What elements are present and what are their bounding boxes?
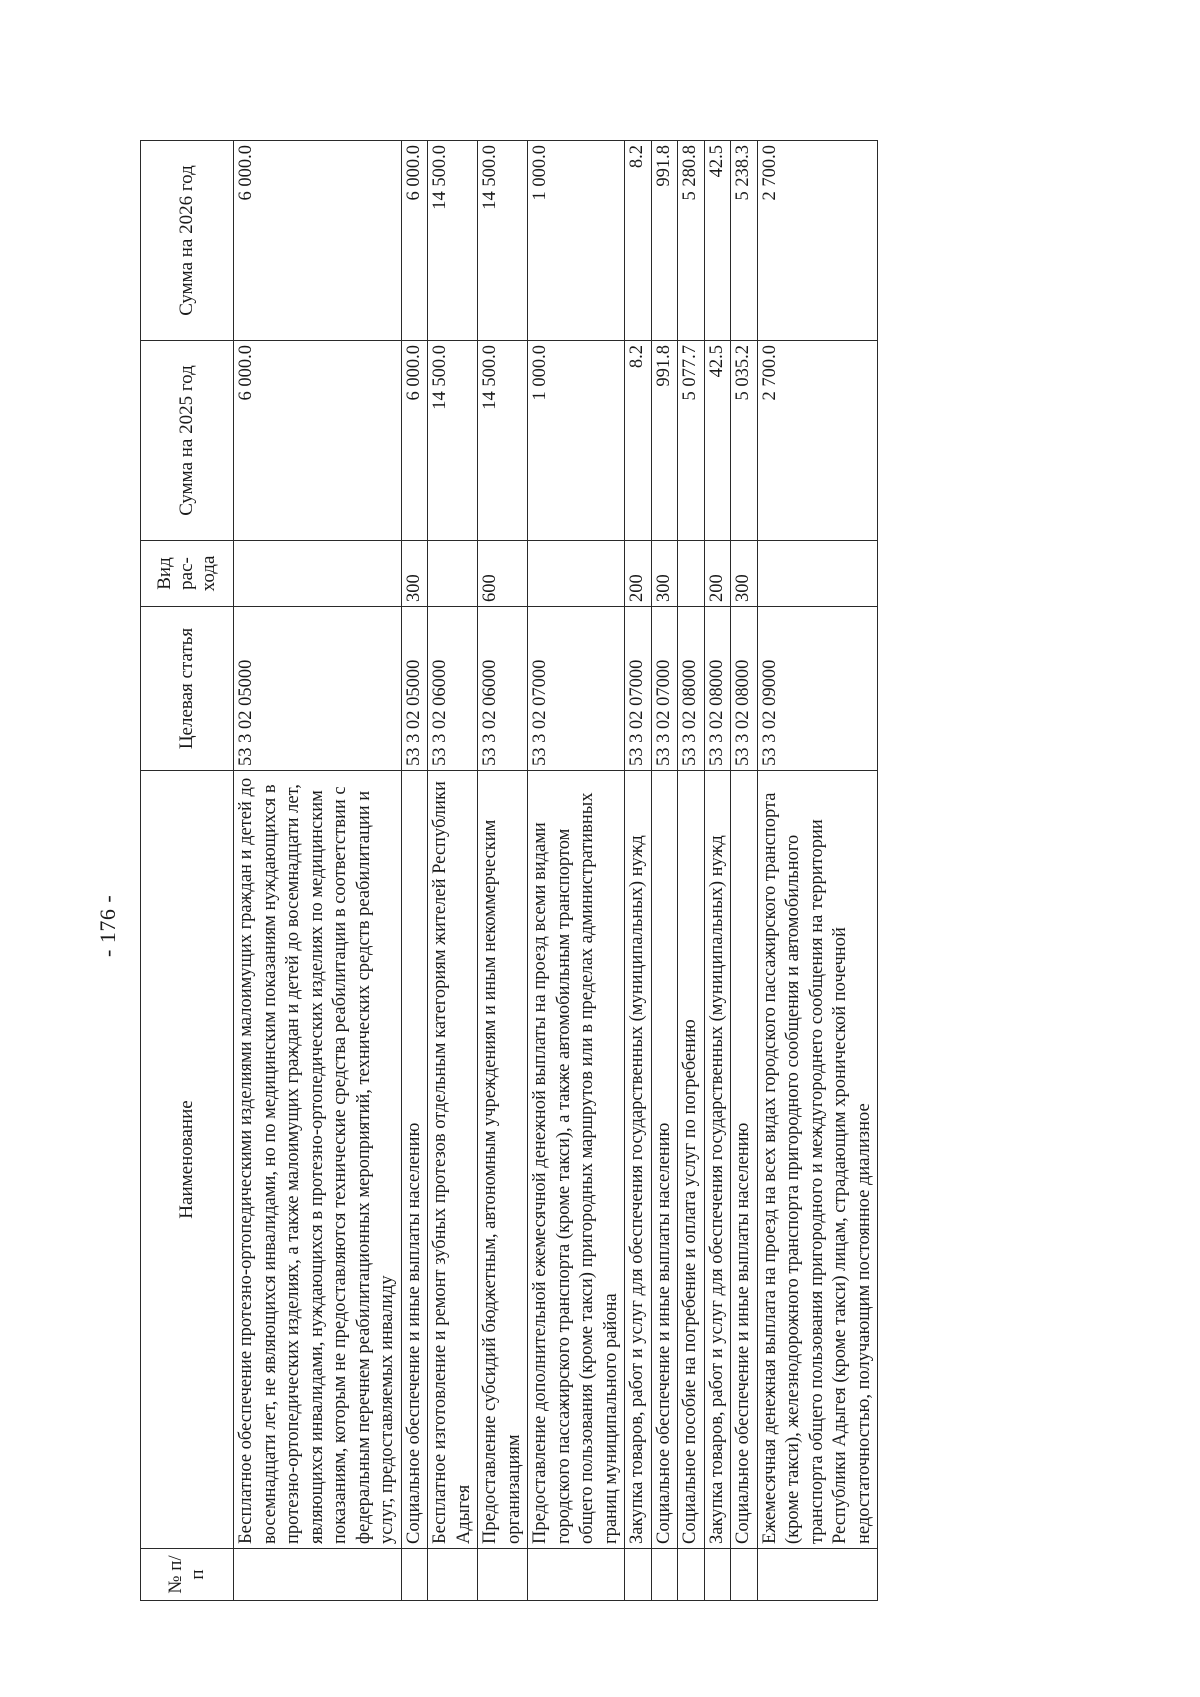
cell-sum-2026: 14 500.0 [428,141,478,341]
table-row [625,141,652,1601]
cell-code: 53 3 02 08000 [704,607,731,771]
cell-sum-2026: 8.2 [625,141,652,341]
cell-sum-2026: 6 000.0 [401,141,428,341]
cell-num [234,1549,402,1601]
cell-num [651,1549,678,1601]
cell-sum-2026: 14 500.0 [478,141,528,341]
cell-sum-2026: 6 000.0 [234,141,402,341]
cell-sum-2025: 5 077.7 [678,341,705,541]
budget-table [140,140,878,1601]
cell-name: Социальное пособие на погребение и оплата услуг по погребению [678,771,705,1549]
cell-code: 53 3 02 07000 [528,607,625,771]
cell-name: Закупка товаров, работ и услуг для обеспечения государственных (муниципальных) нужд [704,771,731,1549]
cell-sum-2025: 991.8 [651,341,678,541]
page-number: - 176 - [95,894,120,957]
cell-name: Бесплатное обеспечение протезно-ортопедическими изделиями малоимущих граждан и детей до восемнадцати лет, не являющихся инвалидами, но по медицинским показаниям нуждающихся в протезно-ортопедических изделиях, а также малоимущих граждан и детей до восемнадцати лет, являющихся инвалидами, нуждающихся в протезно-ортопедических изделиях по медицинским показаниям, которым не предоставляются технические средства реабилитации в соответствии с федеральным перечнем реабилитационных мероприятий, технических средств реабилитации и услуг, предоставляемых инвалиду [234,771,402,1549]
cell-code: 53 3 02 05000 [401,607,428,771]
cell-type [428,541,478,607]
table-header-row [141,141,234,1601]
table-row [528,141,625,1601]
cell-code: 53 3 02 09000 [757,607,878,771]
table-row [234,141,402,1601]
cell-name: Социальное обеспечение и иные выплаты населению [731,771,758,1549]
table-row [401,141,428,1601]
cell-num [731,1549,758,1601]
header-code: Целевая статья [141,607,234,771]
cell-type: 300 [651,541,678,607]
cell-sum-2026: 1 000.0 [528,141,625,341]
table-row [428,141,478,1601]
cell-type [528,541,625,607]
cell-type: 600 [478,541,528,607]
table-row [478,141,528,1601]
cell-num [528,1549,625,1601]
cell-name: Закупка товаров, работ и услуг для обеспечения государственных (муниципальных) нужд [625,771,652,1549]
header-num: № п/п [141,1549,234,1601]
cell-name: Ежемесячная денежная выплата на проезд на всех видах городского пассажирского транспорта (кроме такси), железнодорожного транспорта пригородного сообщения и автомобильного транспорта общего пользования пригородного и междугороднего сообщения на территории Республики Адыгея (кроме такси) лицам, страдающим хронической почечной недостаточностью, получающим постоянное диализное [757,771,878,1549]
header-type: Вид рас-хода [141,541,234,607]
cell-sum-2025: 6 000.0 [234,341,402,541]
cell-sum-2025: 8.2 [625,341,652,541]
cell-type: 300 [401,541,428,607]
cell-code: 53 3 02 08000 [731,607,758,771]
cell-type [757,541,878,607]
cell-num [625,1549,652,1601]
cell-sum-2025: 1 000.0 [528,341,625,541]
cell-sum-2025: 14 500.0 [478,341,528,541]
cell-code: 53 3 02 05000 [234,607,402,771]
cell-type: 200 [625,541,652,607]
table-row [704,141,731,1601]
cell-num [401,1549,428,1601]
cell-code: 53 3 02 07000 [651,607,678,771]
cell-name: Предоставление субсидий бюджетным, автономным учреждениям и иным некоммерческим организациям [478,771,528,1549]
cell-type: 200 [704,541,731,607]
cell-code: 53 3 02 08000 [678,607,705,771]
cell-sum-2026: 42.5 [704,141,731,341]
cell-num [678,1549,705,1601]
cell-num [478,1549,528,1601]
cell-type [678,541,705,607]
cell-num [428,1549,478,1601]
cell-sum-2026: 5 238.3 [731,141,758,341]
cell-sum-2026: 2 700.0 [757,141,878,341]
cell-sum-2025: 5 035.2 [731,341,758,541]
header-sum-2026: Сумма на 2026 год [141,141,234,341]
header-sum-2025: Сумма на 2025 год [141,341,234,541]
table-row [651,141,678,1601]
cell-sum-2025: 42.5 [704,341,731,541]
cell-type [234,541,402,607]
cell-sum-2026: 5 280.8 [678,141,705,341]
cell-num [757,1549,878,1601]
cell-name: Социальное обеспечение и иные выплаты населению [401,771,428,1549]
cell-sum-2026: 991.8 [651,141,678,341]
table-row [678,141,705,1601]
cell-sum-2025: 14 500.0 [428,341,478,541]
cell-code: 53 3 02 06000 [428,607,478,771]
cell-sum-2025: 6 000.0 [401,341,428,541]
cell-sum-2025: 2 700.0 [757,341,878,541]
table-row [757,141,878,1601]
table-row [731,141,758,1601]
cell-type: 300 [731,541,758,607]
cell-code: 53 3 02 06000 [478,607,528,771]
cell-name: Социальное обеспечение и иные выплаты населению [651,771,678,1549]
cell-num [704,1549,731,1601]
cell-code: 53 3 02 07000 [625,607,652,771]
header-name: Наименование [141,771,234,1549]
cell-name: Предоставление дополнительной ежемесячной денежной выплаты на проезд всеми видами городского пассажирского транспорта (кроме такси), а также автомобильным транспортом общего пользования (кроме такси) пригородных маршрутов или в пределах административных границ муниципального района [528,771,625,1549]
cell-name: Бесплатное изготовление и ремонт зубных протезов отдельным категориям жителей Республики Адыгея [428,771,478,1549]
